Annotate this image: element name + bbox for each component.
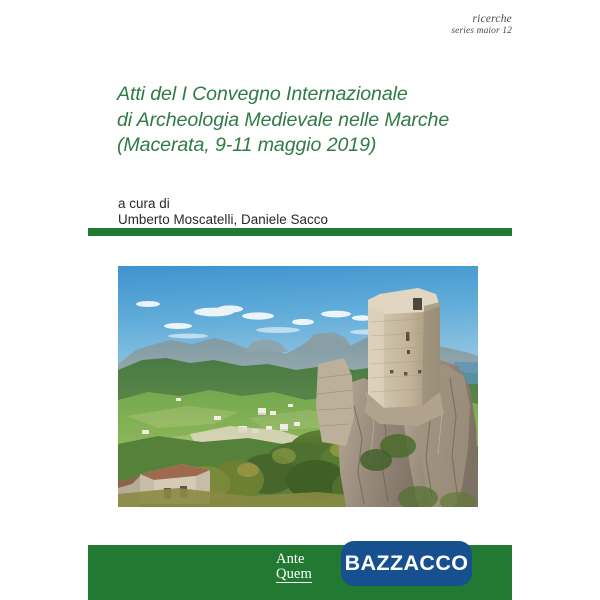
cover-photograph-artwork <box>118 266 478 507</box>
cover-photograph <box>118 266 478 507</box>
series-number: series maior 12 <box>451 26 512 37</box>
editors-credit <box>118 196 518 229</box>
editors-prefix: a cura di <box>118 196 170 211</box>
title-line-3: (Macerata, 9-11 maggio 2019) <box>117 134 377 157</box>
green-divider-bar <box>88 228 512 236</box>
editors-names: Umberto Moscatelli, Daniele Sacco <box>118 212 329 228</box>
series-name: ricerche <box>472 13 512 25</box>
ante-quem-line-2: Quem <box>276 565 312 582</box>
series-label <box>300 12 512 38</box>
bazzacco-label: BAZZACCO <box>344 551 469 575</box>
ante-quem-line-1: Ante <box>276 551 305 567</box>
bazzacco-logo[interactable] <box>341 541 472 586</box>
title-line-2: di Archeologia Medievale nelle Marche <box>117 108 450 131</box>
title-line-1: Atti del I Convegno Internazionale <box>117 83 408 105</box>
ante-quem-logo[interactable] <box>276 552 312 583</box>
page-title <box>117 82 517 159</box>
